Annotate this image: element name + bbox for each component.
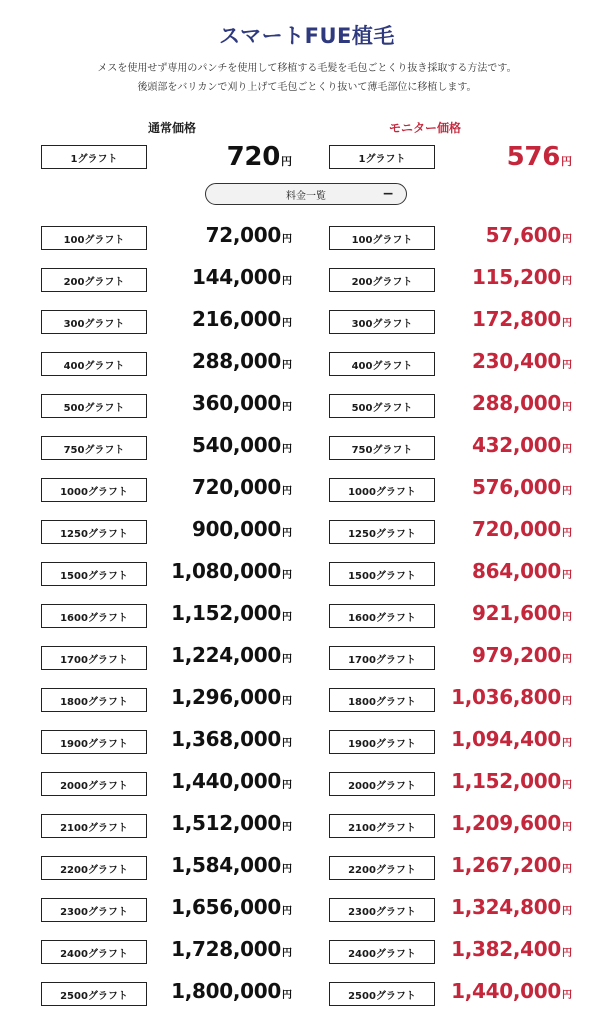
monitor-price [430,517,572,547]
graft-label-monitor: 2100グラフト [329,814,435,838]
monitor-price-value: 1,382,400 [451,937,561,961]
normal-price [150,853,292,883]
monitor-price [430,979,572,1009]
graft-label: 1000グラフト [41,478,147,502]
yen-unit: 円 [562,864,572,875]
normal-price-value: 1,080,000 [171,559,281,583]
graft-label: 400グラフト [41,352,147,376]
normal-price [150,685,292,715]
graft-label: 1600グラフト [41,604,147,628]
graft-label-monitor: 1500グラフト [329,562,435,586]
normal-price [150,349,292,379]
yen-unit: 円 [562,948,572,959]
yen-unit: 円 [562,528,572,539]
normal-price-value: 720,000 [192,475,281,499]
normal-price-value: 360,000 [192,391,281,415]
monitor-price [430,349,572,379]
yen-unit: 円 [561,155,572,168]
monitor-price-value: 288,000 [472,391,561,415]
yen-unit: 円 [562,654,572,665]
normal-price [150,811,292,841]
normal-price-value: 216,000 [192,307,281,331]
monitor-price-value: 432,000 [472,433,561,457]
yen-unit: 円 [282,234,292,245]
yen-unit: 円 [282,276,292,287]
page-title: スマートFUE植毛 [219,24,395,48]
graft-label: 1700グラフト [41,646,147,670]
unit-graft-label: 1グラフト [41,145,147,169]
monitor-price [430,307,572,337]
monitor-price-value: 1,094,400 [451,727,561,751]
monitor-price-value: 921,600 [472,601,561,625]
normal-price [150,223,292,253]
graft-label: 2300グラフト [41,898,147,922]
graft-label-monitor: 100グラフト [329,226,435,250]
yen-unit: 円 [281,155,292,168]
yen-unit: 円 [562,402,572,413]
monitor-price [430,433,572,463]
monitor-price-value: 230,400 [472,349,561,373]
normal-price [150,433,292,463]
monitor-price-value: 1,324,800 [451,895,561,919]
normal-price [150,937,292,967]
graft-label-monitor: 2000グラフト [329,772,435,796]
yen-unit: 円 [282,402,292,413]
graft-label: 300グラフト [41,310,147,334]
normal-price-header: 通常価格 [147,121,196,135]
normal-price [150,307,292,337]
unit-normal-price [160,142,292,172]
unit-monitor-price [440,142,572,172]
monitor-price-value: 1,440,000 [451,979,561,1003]
graft-label-monitor: 2300グラフト [329,898,435,922]
graft-label: 2000グラフト [41,772,147,796]
normal-price-value: 1,584,000 [171,853,281,877]
graft-label: 1900グラフト [41,730,147,754]
yen-unit: 円 [282,486,292,497]
graft-label: 2500グラフト [41,982,147,1006]
monitor-price-value: 1,267,200 [451,853,561,877]
normal-price-value: 1,728,000 [171,937,281,961]
yen-unit: 円 [562,486,572,497]
monitor-price [430,895,572,925]
normal-price [150,727,292,757]
graft-label: 100グラフト [41,226,147,250]
yen-unit: 円 [282,864,292,875]
yen-unit: 円 [562,906,572,917]
normal-price-value: 1,440,000 [171,769,281,793]
yen-unit: 円 [562,612,572,623]
minus-icon: − [382,186,394,202]
yen-unit: 円 [282,570,292,581]
graft-label: 1250グラフト [41,520,147,544]
graft-label: 750グラフト [41,436,147,460]
normal-price [150,265,292,295]
yen-unit: 円 [282,948,292,959]
normal-price-value: 1,296,000 [171,685,281,709]
graft-label-monitor: 1700グラフト [329,646,435,670]
normal-price [150,643,292,673]
unit-graft-label-monitor: 1グラフト [329,145,435,169]
monitor-price [430,769,572,799]
description-line-2: 後頭部をバリカンで刈り上げて毛包ごとくり抜いて薄毛部位に移植します。 [137,82,477,93]
monitor-price [430,811,572,841]
monitor-price-value: 864,000 [472,559,561,583]
graft-label: 2100グラフト [41,814,147,838]
monitor-price-value: 576,000 [472,475,561,499]
graft-label: 2200グラフト [41,856,147,880]
unit-monitor-price-value: 576 [506,142,560,172]
graft-label-monitor: 1600グラフト [329,604,435,628]
normal-price-value: 1,368,000 [171,727,281,751]
yen-unit: 円 [562,990,572,1001]
monitor-price [430,265,572,295]
normal-price [150,979,292,1009]
graft-label-monitor: 1900グラフト [329,730,435,754]
normal-price-value: 1,800,000 [171,979,281,1003]
graft-label: 1500グラフト [41,562,147,586]
monitor-price [430,643,572,673]
yen-unit: 円 [562,738,572,749]
graft-label-monitor: 300グラフト [329,310,435,334]
normal-price [150,895,292,925]
monitor-price-header: モニター価格 [388,121,461,135]
graft-label-monitor: 2500グラフト [329,982,435,1006]
normal-price [150,559,292,589]
yen-unit: 円 [282,612,292,623]
monitor-price [430,391,572,421]
yen-unit: 円 [282,780,292,791]
normal-price [150,517,292,547]
normal-price-value: 900,000 [192,517,281,541]
monitor-price [430,601,572,631]
yen-unit: 円 [562,318,572,329]
yen-unit: 円 [282,528,292,539]
monitor-price [430,559,572,589]
yen-unit: 円 [562,822,572,833]
monitor-price-value: 172,800 [472,307,561,331]
monitor-price-value: 115,200 [472,265,561,289]
normal-price [150,601,292,631]
graft-label-monitor: 2200グラフト [329,856,435,880]
graft-label: 500グラフト [41,394,147,418]
monitor-price [430,937,572,967]
yen-unit: 円 [562,780,572,791]
yen-unit: 円 [562,234,572,245]
normal-price [150,769,292,799]
graft-label-monitor: 200グラフト [329,268,435,292]
normal-price [150,391,292,421]
description-line-1: メスを使用せず専用のパンチを使用して移植する毛髪を毛包ごとくり抜き採取する方法です。 [97,63,517,74]
graft-label-monitor: 1800グラフト [329,688,435,712]
monitor-price-value: 1,152,000 [451,769,561,793]
yen-unit: 円 [282,654,292,665]
normal-price-value: 72,000 [205,223,281,247]
monitor-price-value: 1,036,800 [451,685,561,709]
yen-unit: 円 [282,696,292,707]
yen-unit: 円 [282,822,292,833]
monitor-price-value: 57,600 [485,223,561,247]
monitor-price-value: 720,000 [472,517,561,541]
graft-label-monitor: 1250グラフト [329,520,435,544]
yen-unit: 円 [282,906,292,917]
yen-unit: 円 [282,444,292,455]
normal-price-value: 144,000 [192,265,281,289]
price-list-toggle-label: 料金一覧 [286,190,326,202]
normal-price-value: 1,152,000 [171,601,281,625]
yen-unit: 円 [282,738,292,749]
graft-label-monitor: 2400グラフト [329,940,435,964]
monitor-price-value: 1,209,600 [451,811,561,835]
graft-label-monitor: 1000グラフト [329,478,435,502]
normal-price-value: 288,000 [192,349,281,373]
yen-unit: 円 [282,990,292,1001]
monitor-price-value: 979,200 [472,643,561,667]
yen-unit: 円 [562,696,572,707]
monitor-price [430,853,572,883]
normal-price [150,475,292,505]
yen-unit: 円 [282,318,292,329]
graft-label-monitor: 500グラフト [329,394,435,418]
unit-normal-price-value: 720 [226,142,280,172]
graft-label: 1800グラフト [41,688,147,712]
yen-unit: 円 [562,360,572,371]
monitor-price [430,685,572,715]
normal-price-value: 1,512,000 [171,811,281,835]
normal-price-value: 1,656,000 [171,895,281,919]
graft-label-monitor: 400グラフト [329,352,435,376]
yen-unit: 円 [562,276,572,287]
graft-label: 200グラフト [41,268,147,292]
monitor-price [430,475,572,505]
yen-unit: 円 [562,444,572,455]
graft-label-monitor: 750グラフト [329,436,435,460]
yen-unit: 円 [282,360,292,371]
graft-label: 2400グラフト [41,940,147,964]
monitor-price [430,223,572,253]
monitor-price [430,727,572,757]
yen-unit: 円 [562,570,572,581]
normal-price-value: 540,000 [192,433,281,457]
price-list-toggle[interactable] [205,183,407,205]
normal-price-value: 1,224,000 [171,643,281,667]
